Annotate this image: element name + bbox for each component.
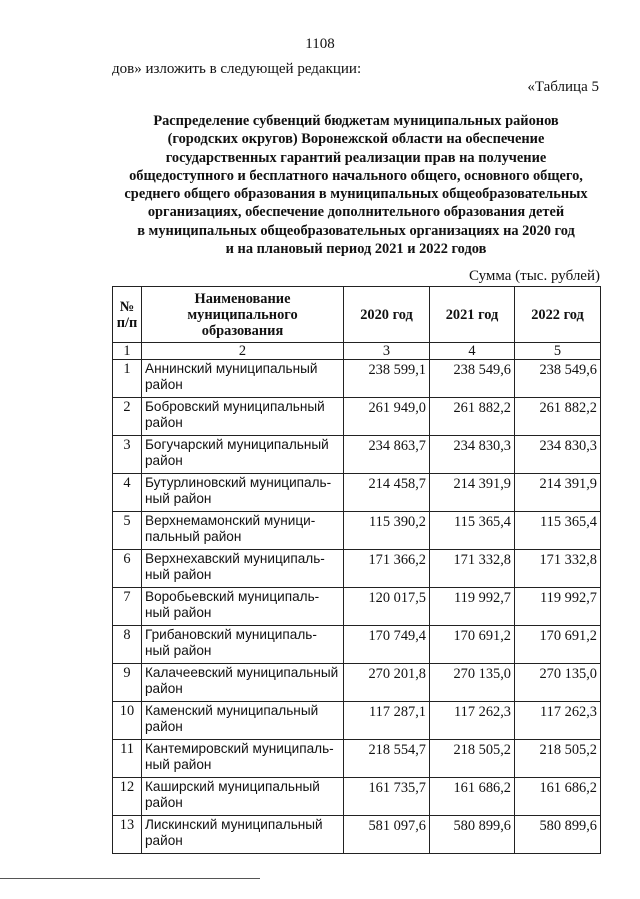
row-name bbox=[142, 512, 344, 550]
table-row bbox=[113, 436, 601, 474]
table-row bbox=[113, 588, 601, 626]
header-number: № п/п bbox=[113, 287, 142, 343]
row-number: 9 bbox=[113, 664, 142, 702]
row-name-line: Бутурлиновский муниципаль- bbox=[145, 475, 332, 490]
row-name-line: район bbox=[145, 453, 183, 468]
row-value-2022: 170 691,2 bbox=[515, 626, 601, 664]
row-name-line: ный район bbox=[145, 757, 212, 772]
table-row bbox=[113, 778, 601, 816]
table-row bbox=[113, 474, 601, 512]
footer-divider bbox=[0, 878, 260, 879]
row-name-line: пальный район bbox=[145, 529, 242, 544]
row-value-2021: 218 505,2 bbox=[430, 740, 515, 778]
row-name bbox=[142, 398, 344, 436]
row-name-line: район bbox=[145, 719, 183, 734]
row-value-2022: 234 830,3 bbox=[515, 436, 601, 474]
row-value-2022: 171 332,8 bbox=[515, 550, 601, 588]
row-name bbox=[142, 360, 344, 398]
row-name bbox=[142, 436, 344, 474]
row-name-line: ный район bbox=[145, 605, 212, 620]
row-name-line: ный район bbox=[145, 643, 212, 658]
row-value-2022: 214 391,9 bbox=[515, 474, 601, 512]
title-line: государственных гарантий реализации прав на получение bbox=[165, 149, 547, 166]
row-value-2021: 270 135,0 bbox=[430, 664, 515, 702]
title-line: Распределение субвенций бюджетам муниципальных районов bbox=[153, 113, 559, 129]
row-name bbox=[142, 664, 344, 702]
table-row bbox=[113, 816, 601, 854]
row-number: 1 bbox=[113, 360, 142, 398]
intro-text: дов» изложить в следующей редакции: bbox=[112, 61, 362, 77]
row-name-line: Кантемировский муниципаль- bbox=[145, 741, 334, 756]
column-number: 5 bbox=[515, 343, 601, 360]
row-name-line: Каменский муниципальный bbox=[145, 703, 319, 718]
row-name bbox=[142, 816, 344, 854]
table-row bbox=[113, 702, 601, 740]
row-value-2020: 218 554,7 bbox=[344, 740, 430, 778]
row-value-2020: 214 458,7 bbox=[344, 474, 430, 512]
table-row bbox=[113, 360, 601, 398]
row-value-2021: 234 830,3 bbox=[430, 436, 515, 474]
row-name-line: ный район bbox=[145, 567, 212, 582]
row-value-2022: 117 262,3 bbox=[515, 702, 601, 740]
row-number: 3 bbox=[113, 436, 142, 474]
title-line: среднего общего образования в муниципальных общеобразовательных bbox=[124, 186, 588, 203]
header-2021: 2021 год bbox=[430, 287, 515, 343]
row-number: 10 bbox=[113, 702, 142, 740]
row-name bbox=[142, 626, 344, 664]
row-name-line: Верхнехавский муниципаль- bbox=[145, 551, 325, 566]
row-value-2022: 115 365,4 bbox=[515, 512, 601, 550]
row-value-2022: 270 135,0 bbox=[515, 664, 601, 702]
row-name bbox=[142, 588, 344, 626]
row-number: 11 bbox=[113, 740, 142, 778]
row-number: 13 bbox=[113, 816, 142, 854]
table-reference: «Таблица 5 bbox=[527, 79, 599, 95]
row-name-line: Калачеевский муниципальный bbox=[145, 665, 339, 680]
units-label: Сумма (тыс. рублей) bbox=[468, 268, 600, 284]
row-name bbox=[142, 474, 344, 512]
row-name-line: Воробьевский муниципаль- bbox=[145, 589, 320, 604]
title-line: и на плановый период 2021 и 2022 годов bbox=[225, 241, 487, 258]
row-value-2021: 580 899,6 bbox=[430, 816, 515, 854]
row-value-2020: 170 749,4 bbox=[344, 626, 430, 664]
row-number: 2 bbox=[113, 398, 142, 436]
row-name bbox=[142, 778, 344, 816]
row-name-line: Верхнемамонский муници- bbox=[145, 513, 316, 528]
row-value-2021: 170 691,2 bbox=[430, 626, 515, 664]
row-number: 6 bbox=[113, 550, 142, 588]
row-name-line: Каширский муниципальный bbox=[145, 779, 320, 794]
header-2022: 2022 год bbox=[515, 287, 601, 343]
table-row bbox=[113, 626, 601, 664]
column-number: 3 bbox=[344, 343, 430, 360]
row-number: 7 bbox=[113, 588, 142, 626]
row-value-2022: 238 549,6 bbox=[515, 360, 601, 398]
subventions-table bbox=[112, 286, 601, 854]
row-name-line: район bbox=[145, 833, 183, 848]
table-row bbox=[113, 550, 601, 588]
row-value-2021: 261 882,2 bbox=[430, 398, 515, 436]
row-value-2020: 115 390,2 bbox=[344, 512, 430, 550]
row-value-2020: 234 863,7 bbox=[344, 436, 430, 474]
row-name bbox=[142, 702, 344, 740]
page-number: 1108 bbox=[305, 36, 335, 52]
row-number: 8 bbox=[113, 626, 142, 664]
row-name bbox=[142, 740, 344, 778]
row-value-2020: 581 097,6 bbox=[344, 816, 430, 854]
row-value-2021: 117 262,3 bbox=[430, 702, 515, 740]
row-value-2020: 261 949,0 bbox=[344, 398, 430, 436]
table-row bbox=[113, 512, 601, 550]
row-name-line: район bbox=[145, 377, 183, 392]
row-value-2021: 119 992,7 bbox=[430, 588, 515, 626]
document-title bbox=[112, 112, 600, 258]
column-number: 1 bbox=[113, 343, 142, 360]
table-row bbox=[113, 398, 601, 436]
table-row bbox=[113, 740, 601, 778]
row-name bbox=[142, 550, 344, 588]
row-value-2020: 161 735,7 bbox=[344, 778, 430, 816]
table-body bbox=[113, 360, 601, 854]
column-number: 2 bbox=[142, 343, 344, 360]
row-value-2021: 115 365,4 bbox=[430, 512, 515, 550]
row-value-2020: 117 287,1 bbox=[344, 702, 430, 740]
row-value-2020: 270 201,8 bbox=[344, 664, 430, 702]
row-name-line: Бобровский муниципальный bbox=[145, 399, 325, 414]
row-name-line: ный район bbox=[145, 491, 212, 506]
row-value-2021: 214 391,9 bbox=[430, 474, 515, 512]
row-name-line: район bbox=[145, 681, 183, 696]
row-name-line: Грибановский муниципаль- bbox=[145, 627, 317, 642]
row-number: 4 bbox=[113, 474, 142, 512]
row-value-2022: 261 882,2 bbox=[515, 398, 601, 436]
row-number: 5 bbox=[113, 512, 142, 550]
row-name-line: Лискинский муниципальный bbox=[145, 817, 323, 832]
row-name-line: район bbox=[145, 415, 183, 430]
title-line: общедоступного и бесплатного начального общего, основного общего, bbox=[129, 167, 583, 184]
table-row bbox=[113, 664, 601, 702]
row-name-line: Богучарский муниципальный bbox=[145, 437, 329, 452]
title-line: в муниципальных общеобразовательных организациях на 2020 год bbox=[137, 222, 575, 239]
row-value-2021: 171 332,8 bbox=[430, 550, 515, 588]
column-number: 4 bbox=[430, 343, 515, 360]
row-value-2022: 119 992,7 bbox=[515, 588, 601, 626]
row-value-2022: 580 899,6 bbox=[515, 816, 601, 854]
row-value-2022: 161 686,2 bbox=[515, 778, 601, 816]
row-value-2021: 238 549,6 bbox=[430, 360, 515, 398]
row-value-2020: 120 017,5 bbox=[344, 588, 430, 626]
table-header-row bbox=[113, 287, 601, 343]
row-value-2022: 218 505,2 bbox=[515, 740, 601, 778]
row-name-line: район bbox=[145, 795, 183, 810]
row-value-2021: 161 686,2 bbox=[430, 778, 515, 816]
row-name-line: Аннинский муниципальный bbox=[145, 361, 318, 376]
header-name: Наименование муниципального образования bbox=[142, 287, 344, 343]
title-line: организациях, обеспечение дополнительного образования детей bbox=[147, 204, 565, 221]
column-number-row bbox=[113, 343, 601, 360]
header-2020: 2020 год bbox=[344, 287, 430, 343]
row-value-2020: 238 599,1 bbox=[344, 360, 430, 398]
row-value-2020: 171 366,2 bbox=[344, 550, 430, 588]
title-line: (городских округов) Воронежской области на обеспечение bbox=[167, 131, 545, 148]
row-number: 12 bbox=[113, 778, 142, 816]
